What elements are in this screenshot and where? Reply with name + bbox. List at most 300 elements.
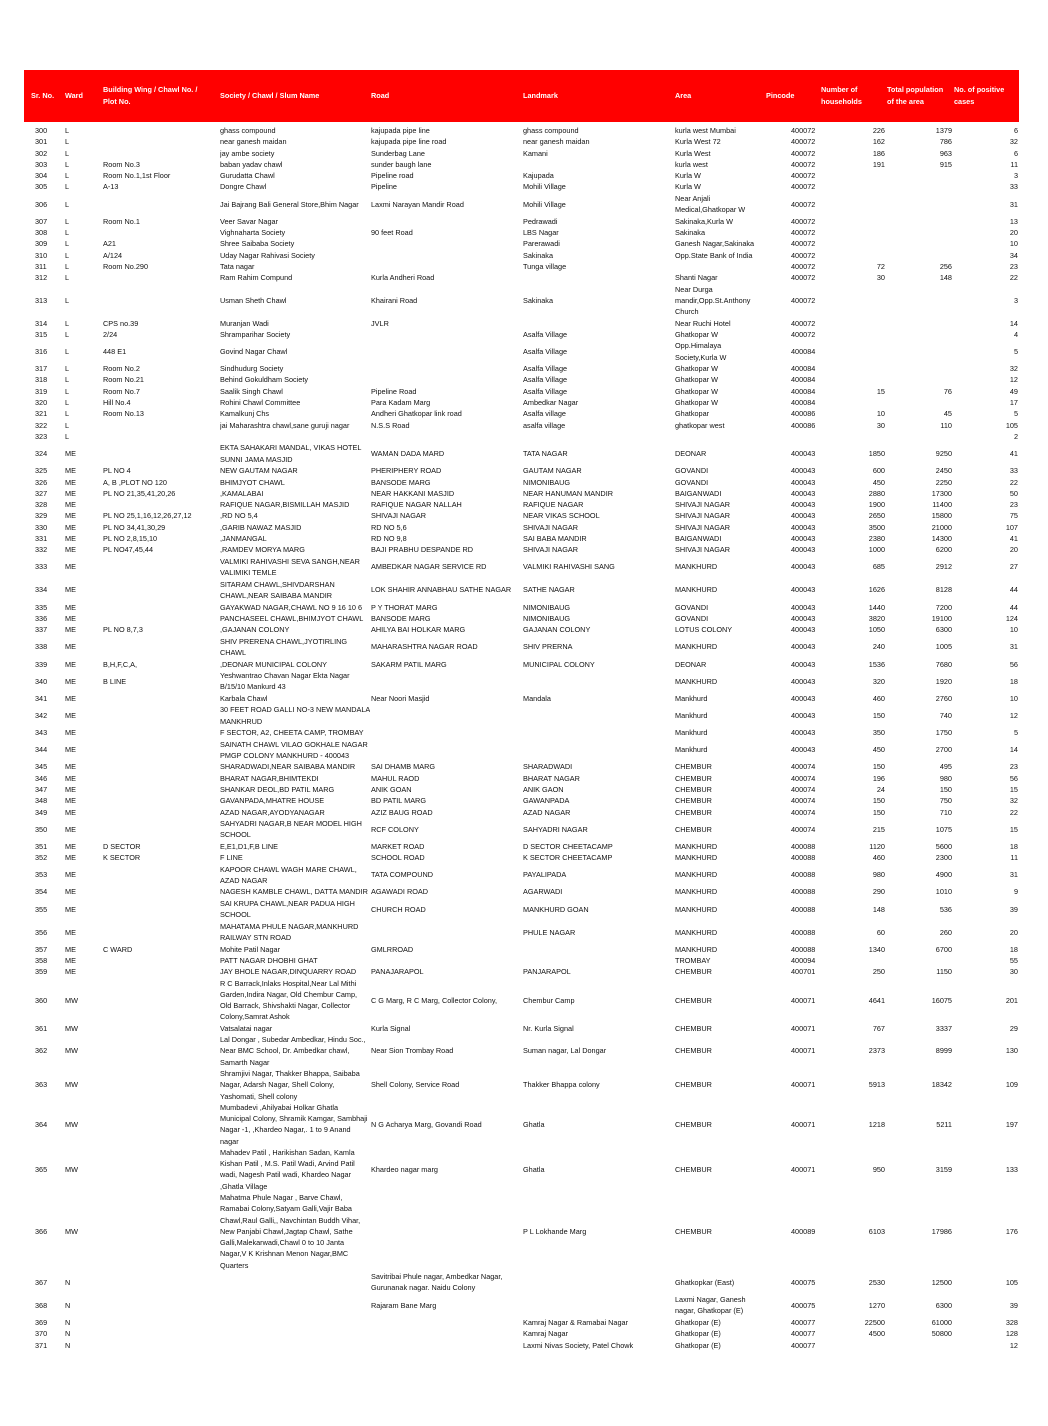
cell-building [103, 148, 217, 159]
table-row [24, 1192, 1019, 1271]
cell-area: CHEMBUR [675, 1080, 712, 1090]
cell-society: F LINE [220, 853, 243, 863]
cell-ward: L [65, 250, 70, 260]
cell-road: Para Kadam Marg [371, 398, 431, 408]
cell-landmark: Parerawadi [523, 239, 560, 249]
cell-landmark: PAYALIPADA [523, 870, 567, 880]
cell-ward: L [65, 228, 70, 238]
cell-landmark: NIMONIBAUG [523, 613, 571, 623]
cell-pincode: 400043 [791, 710, 816, 720]
cell-sr-no: 337 [35, 625, 48, 635]
cell-households: 1536 [868, 659, 885, 669]
cell-landmark: Ghatla [523, 1119, 545, 1129]
cell-building: PL NO 2,8,15,10 [103, 534, 158, 544]
cell-households: 72 [876, 261, 885, 271]
cell-landmark [523, 1271, 673, 1294]
cell-area: ghatkopar west [675, 420, 725, 430]
cell-road: NEAR HAKKANI MASJID [371, 488, 455, 498]
cell-landmark: Kajupada [523, 171, 554, 181]
table-body [24, 125, 1019, 1351]
cell-area: Mankhurd [675, 745, 708, 755]
cell-society: R C Barrack,Inlaks Hospital,Near Lal Mithi Garden,Indira Nagar, Old Chembur Camp, Old Barrack, Shivshakti Nagar, Collector Colony,Samrat Ashok [220, 978, 358, 1022]
cell-ward: ME [65, 449, 76, 459]
table-row [24, 613, 1019, 624]
cell-sr-no: 329 [35, 511, 48, 521]
cell-pincode: 400043 [791, 745, 816, 755]
cell-landmark: SHIVAJI NAGAR [523, 522, 579, 532]
cell-society: AZAD NAGAR,AYODYANAGAR [220, 807, 325, 817]
cell-landmark [523, 738, 673, 761]
cell-society: JAY BHOLE NAGAR,DINQUARRY ROAD [220, 967, 357, 977]
cell-area: Kurla W [675, 171, 701, 181]
cell-population: 6300 [935, 1300, 952, 1310]
cell-landmark [523, 670, 673, 693]
cell-households: 3500 [868, 522, 885, 532]
cell-positive-cases: 130 [1005, 1046, 1018, 1056]
cell-area: TROMBAY [675, 956, 711, 966]
cell-positive-cases: 39 [1009, 904, 1018, 914]
cell-sr-no: 363 [35, 1080, 48, 1090]
cell-sr-no: 332 [35, 545, 48, 555]
cell-sr-no: 357 [35, 944, 48, 954]
table-row [24, 624, 1019, 635]
table-row [24, 636, 1019, 659]
cell-pincode: 400074 [791, 784, 816, 794]
table-row [24, 510, 1019, 521]
cell-sr-no: 313 [35, 295, 48, 305]
cell-positive-cases: 32 [1009, 137, 1018, 147]
cell-area: SHIVAJI NAGAR [675, 511, 731, 521]
cell-area: DEONAR [675, 449, 707, 459]
table-row [24, 318, 1019, 329]
header-sr-no: Sr. No. [31, 91, 55, 100]
cell-pincode: 400077 [791, 1329, 816, 1339]
cell-positive-cases: 23 [1009, 261, 1018, 271]
cell-pincode: 400043 [791, 488, 816, 498]
cell-road [371, 1328, 521, 1339]
cell-society: Mohite Patil Nagar [220, 944, 281, 954]
cell-households [824, 170, 885, 181]
cell-pincode: 400084 [791, 364, 816, 374]
table-row [24, 579, 1019, 602]
cell-society: Muranjan Wadi [220, 318, 269, 328]
cell-society: Behind Gokuldham Society [220, 375, 309, 385]
cell-pincode: 400088 [791, 927, 816, 937]
cell-building: Room No.7 [103, 386, 140, 396]
cell-population: 1075 [935, 824, 952, 834]
cell-households: 226 [872, 126, 885, 135]
cell-road [371, 704, 521, 727]
cell-households: 150 [872, 710, 885, 720]
cell-landmark: Suman nagar, Lal Dongar [523, 1046, 607, 1056]
cell-road [371, 261, 521, 272]
cell-positive-cases: 9 [1013, 887, 1018, 897]
cell-area: MANKHURD [675, 944, 718, 954]
cell-population: 2300 [935, 853, 952, 863]
cell-ward: ME [65, 522, 76, 532]
cell-landmark: PHULE NAGAR [523, 927, 576, 937]
cell-society: Mahatma Phule Nagar , Barve Chawl, Ramabai Colony,Satyam Galli,Vajir Baba Chawl,Raul Galli,, Navchintan Buddh Vihar, New Panjabi Chawl,Jagtap Chawl, Sathe Galli,Malekarwadi,Chawl 0 to 10 Janta Nagar,V K Krishnan Menon Nagar,BMC Quarters [220, 1192, 361, 1270]
cell-positive-cases: 15 [1009, 784, 1018, 794]
cell-ward: MW [65, 1080, 78, 1090]
cell-positive-cases: 29 [1009, 1023, 1018, 1033]
cell-society: SHIV PRERENA CHAWL,JYOTIRLING CHAWL [220, 636, 348, 657]
cell-households: 250 [872, 967, 885, 977]
cell-population: 1750 [935, 728, 952, 738]
cell-positive-cases: 44 [1009, 602, 1018, 612]
cell-building [103, 1192, 217, 1271]
cell-households: 2880 [868, 488, 885, 498]
cell-population: 980 [939, 773, 952, 783]
cell-sr-no: 369 [35, 1317, 48, 1327]
cell-households: 1850 [868, 449, 885, 459]
cell-positive-cases: 17 [1009, 398, 1018, 408]
cell-sr-no: 336 [35, 613, 48, 623]
cell-landmark: RAFIQUE NAGAR [523, 500, 584, 510]
cell-population [892, 170, 952, 181]
cell-pincode: 400084 [791, 386, 816, 396]
table-row [24, 488, 1019, 499]
cell-households [824, 216, 885, 227]
cell-road: Sunderbag Lane [371, 148, 425, 158]
cell-building: PL NO 8,7,3 [103, 625, 143, 635]
cell-population: 7680 [935, 659, 952, 669]
cell-households: 191 [872, 159, 885, 169]
cell-positive-cases: 31 [1009, 870, 1018, 880]
cell-positive-cases: 176 [1005, 1226, 1018, 1236]
cell-pincode: 400043 [791, 545, 816, 555]
cell-society: ghass compound [220, 126, 276, 135]
cell-road: Kurla Signal [371, 1023, 411, 1033]
cell-pincode: 400074 [791, 807, 816, 817]
cell-households: 196 [872, 773, 885, 783]
cell-building [103, 193, 217, 216]
cell-sr-no: 368 [35, 1300, 48, 1310]
cell-population [892, 250, 952, 261]
cell-pincode: 400072 [791, 171, 816, 181]
table-row [24, 329, 1019, 340]
cell-society: jai Maharashtra chawl,sane guruji nagar [220, 420, 350, 430]
cell-positive-cases: 41 [1009, 534, 1018, 544]
table-row [24, 136, 1019, 147]
table-row [24, 193, 1019, 216]
cell-population: 6700 [935, 944, 952, 954]
cell-building [103, 784, 217, 795]
cell-ward: ME [65, 944, 76, 954]
cell-households: 24 [876, 784, 885, 794]
cell-positive-cases: 33 [1009, 182, 1018, 192]
header-positive-cases: No. of positive cases [954, 85, 1005, 106]
cell-building [103, 863, 217, 886]
cell-households: 950 [872, 1164, 885, 1174]
cell-pincode: 400074 [791, 762, 816, 772]
cell-landmark [523, 159, 673, 170]
cell-landmark: SATHE NAGAR [523, 585, 575, 595]
cell-population: 1379 [935, 126, 952, 135]
cell-landmark: GAUTAM NAGAR [523, 466, 582, 476]
cell-ward: ME [65, 625, 76, 635]
cell-sr-no: 346 [35, 773, 48, 783]
cell-society: EKTA SAHAKARI MANDAL, VIKAS HOTEL SUNNI JAMA MASJID [220, 443, 362, 464]
cell-landmark: Kamani [523, 148, 548, 158]
cell-landmark: MUNICIPAL COLONY [523, 659, 595, 669]
cell-landmark: SAHYADRI NAGAR [523, 824, 588, 834]
cell-ward: L [65, 171, 70, 181]
cell-positive-cases: 30 [1009, 967, 1018, 977]
cell-population: 2450 [935, 466, 952, 476]
cell-households: 4641 [868, 995, 885, 1005]
cell-society: Lal Dongar , Subedar Ambedkar, Hindu Soc., Near BMC School, Dr. Ambedkar chawl, Samarth Nagar [220, 1035, 366, 1067]
cell-road: PHERIPHERY ROAD [371, 466, 442, 476]
cell-positive-cases: 6 [1013, 126, 1018, 135]
cell-society: NEW GAUTAM NAGAR [220, 466, 298, 476]
cell-society: Kamalkunj Chs [220, 409, 270, 419]
table-row [24, 1340, 1019, 1351]
cell-society: ,RD NO 5,4 [220, 511, 258, 521]
cell-society: Dongre Chawl [220, 182, 267, 192]
cell-society: Gurudatta Chawl [220, 171, 275, 181]
cell-positive-cases: 33 [1009, 466, 1018, 476]
cell-building [103, 431, 217, 442]
cell-pincode: 400043 [791, 642, 816, 652]
cell-ward: ME [65, 927, 76, 937]
cell-population: 15800 [931, 511, 952, 521]
cell-ward: L [65, 295, 70, 305]
cell-area: Laxmi Nagar, Ganesh nagar, Ghatkopar (E) [675, 1295, 746, 1316]
cell-sr-no: 304 [35, 171, 48, 181]
cell-society: Ram Rahim Compund [220, 273, 293, 283]
cell-positive-cases: 34 [1009, 250, 1018, 260]
cell-landmark: SAI BABA MANDIR [523, 534, 587, 544]
cell-pincode: 400074 [791, 796, 816, 806]
cell-landmark: Ghatla [523, 1164, 545, 1174]
cell-ward: L [65, 318, 70, 328]
cell-building [103, 818, 217, 841]
cell-landmark: Sakinaka [523, 295, 554, 305]
cell-road: PANAJARAPOL [371, 967, 424, 977]
cell-population [892, 216, 952, 227]
cell-population [892, 238, 952, 249]
cell-road: RCF COLONY [371, 824, 419, 834]
cell-pincode: 400088 [791, 870, 816, 880]
cell-pincode: 400088 [791, 944, 816, 954]
cell-building [103, 704, 217, 727]
table-row [24, 477, 1019, 488]
cell-road: Pipeline [371, 182, 397, 192]
cell-society: ,JANMANGAL [220, 534, 267, 544]
cell-households: 980 [872, 870, 885, 880]
cell-pincode: 400075 [791, 1300, 816, 1310]
cell-building [103, 921, 217, 944]
cell-road: WAMAN DADA MARD [371, 449, 445, 459]
table-row [24, 533, 1019, 544]
cell-building: Room No.2 [103, 364, 140, 374]
cell-road [371, 921, 521, 944]
cell-households [824, 397, 885, 408]
cell-building: A-13 [103, 182, 119, 192]
table-row [24, 261, 1019, 272]
table-row [24, 818, 1019, 841]
cell-road: sunder baugh lane [371, 159, 432, 169]
cell-road [371, 216, 521, 227]
cell-population: 19100 [931, 613, 952, 623]
table-row [24, 898, 1019, 921]
cell-road: JVLR [371, 318, 389, 328]
cell-pincode: 400072 [791, 137, 816, 147]
cell-positive-cases: 55 [1009, 956, 1018, 966]
table-row [24, 944, 1019, 955]
cell-area: Near Durga mandir,Opp.St.Anthony Church [675, 284, 751, 317]
cell-area: Ghatkopkar (East) [675, 1277, 735, 1287]
table-row [24, 238, 1019, 249]
cell-positive-cases: 328 [1005, 1317, 1018, 1327]
cell-population: 915 [939, 159, 952, 169]
cell-building [103, 886, 217, 897]
cell-society: Mumbadevi ,Ahilyabai Holkar Ghatla Municipal Colony, Shramik Kamgar, Sambhaji Nagar -1, ,Khardeo Nagar,. 1 to 9 Anand nagar [220, 1102, 368, 1146]
cell-building [103, 727, 217, 738]
cell-building [103, 125, 217, 136]
table-header [24, 70, 1019, 122]
cell-building: PL NO 25,1,16,12,26,27,12 [103, 511, 192, 521]
header-area: Area [675, 91, 692, 100]
cell-area: MANKHURD [675, 927, 718, 937]
cell-building [103, 761, 217, 772]
cell-households: 30 [876, 273, 885, 283]
cell-building [103, 556, 217, 579]
cell-road: SHIVAJI NAGAR [371, 511, 427, 521]
table-row [24, 886, 1019, 897]
cell-ward: ME [65, 956, 76, 966]
cell-positive-cases: 56 [1009, 773, 1018, 783]
cell-area: CHEMBUR [675, 762, 712, 772]
cell-area: MANKHURD [675, 676, 718, 686]
cell-positive-cases: 22 [1009, 477, 1018, 487]
cell-road [371, 363, 521, 374]
cell-area: Kurla West [675, 148, 711, 158]
cell-pincode: 400043 [791, 511, 816, 521]
cell-households: 1900 [868, 500, 885, 510]
cell-ward: L [65, 261, 70, 271]
cell-society: ,GAJANAN COLONY [220, 625, 290, 635]
cell-population: 12500 [931, 1277, 952, 1287]
cell-society: Vighnaharta Society [220, 228, 286, 238]
cell-households: 5913 [868, 1080, 885, 1090]
cell-building: A21 [103, 239, 116, 249]
cell-society: SHANKAR DEOL,BD PATIL MARG [220, 784, 335, 794]
table-row [24, 1271, 1019, 1294]
table-row [24, 272, 1019, 283]
cell-area: GOVANDI [675, 477, 709, 487]
cell-society: ,KAMALABAI [220, 488, 264, 498]
cell-building: B LINE [103, 676, 127, 686]
table-row [24, 216, 1019, 227]
cell-ward: L [65, 159, 70, 169]
cell-building [103, 807, 217, 818]
cell-landmark: Tunga village [523, 261, 567, 271]
cell-positive-cases: 50 [1009, 488, 1018, 498]
cell-landmark: NEAR VIKAS SCHOOL [523, 511, 600, 521]
cell-ward: ME [65, 853, 76, 863]
cell-sr-no: 320 [35, 398, 48, 408]
cell-area: CHEMBUR [675, 807, 712, 817]
cell-sr-no: 351 [35, 841, 48, 851]
cell-positive-cases: 31 [1009, 642, 1018, 652]
cell-sr-no: 334 [35, 585, 48, 595]
cell-building [103, 898, 217, 921]
cell-building [103, 136, 217, 147]
cell-pincode: 400043 [791, 693, 816, 703]
cell-positive-cases: 13 [1009, 216, 1018, 226]
cell-households: 600 [872, 466, 885, 476]
cell-population: 4900 [935, 870, 952, 880]
cell-road [371, 955, 521, 966]
cell-households: 350 [872, 728, 885, 738]
cell-road [371, 1340, 521, 1351]
cell-society: RAFIQUE NAGAR,BISMILLAH MASJID [220, 500, 350, 510]
cell-landmark: NEAR HANUMAN MANDIR [523, 488, 613, 498]
cell-landmark: PANJARAPOL [523, 967, 571, 977]
cell-landmark: BHARAT NAGAR [523, 773, 580, 783]
header-pincode: Pincode [766, 91, 795, 100]
table-row [24, 727, 1019, 738]
cell-population: 740 [939, 710, 952, 720]
table-row [24, 544, 1019, 555]
cell-population: 260 [939, 927, 952, 937]
cell-building [103, 693, 217, 704]
cell-households: 148 [872, 904, 885, 914]
cell-society: near ganesh maidan [220, 137, 287, 147]
cell-road [371, 238, 521, 249]
cell-pincode: 400043 [791, 625, 816, 635]
cell-road: 90 feet Road [371, 228, 413, 238]
cell-sr-no: 335 [35, 602, 48, 612]
table-row [24, 522, 1019, 533]
cell-building [103, 284, 217, 318]
cell-population: 16075 [931, 995, 952, 1005]
cell-society: Saalik Singh Chawl [220, 386, 283, 396]
cell-ward: ME [65, 728, 76, 738]
cell-road [371, 431, 521, 442]
cell-positive-cases: 23 [1009, 762, 1018, 772]
cell-households: 1050 [868, 625, 885, 635]
cell-positive-cases: 31 [1009, 199, 1018, 209]
table-row [24, 374, 1019, 385]
cell-landmark: P L Lokhande Marg [523, 1226, 587, 1236]
header-landmark: Landmark [523, 91, 558, 100]
cell-households: 1000 [868, 545, 885, 555]
cell-ward: ME [65, 466, 76, 476]
cell-area: Sakinaka [675, 228, 706, 238]
cell-area: MANKHURD [675, 841, 718, 851]
table-row [24, 284, 1019, 318]
cell-area: BAIGANWADI [675, 488, 722, 498]
cell-population: 50800 [931, 1329, 952, 1339]
cell-building: C WARD [103, 944, 133, 954]
cell-population: 1920 [935, 676, 952, 686]
table-row [24, 784, 1019, 795]
cell-population [892, 227, 952, 238]
cell-ward: N [65, 1277, 71, 1287]
cell-sr-no: 315 [35, 329, 48, 339]
cell-population: 148 [939, 273, 952, 283]
cell-society: ,DEONAR MUNICIPAL COLONY [220, 659, 328, 669]
cell-road: Khairani Road [371, 295, 418, 305]
cell-positive-cases: 41 [1009, 449, 1018, 459]
cell-households: 4500 [868, 1329, 885, 1339]
cell-road: Rajaram Bane Marg [371, 1300, 437, 1310]
cell-landmark: Asalfa Village [523, 386, 568, 396]
table-row [24, 659, 1019, 670]
